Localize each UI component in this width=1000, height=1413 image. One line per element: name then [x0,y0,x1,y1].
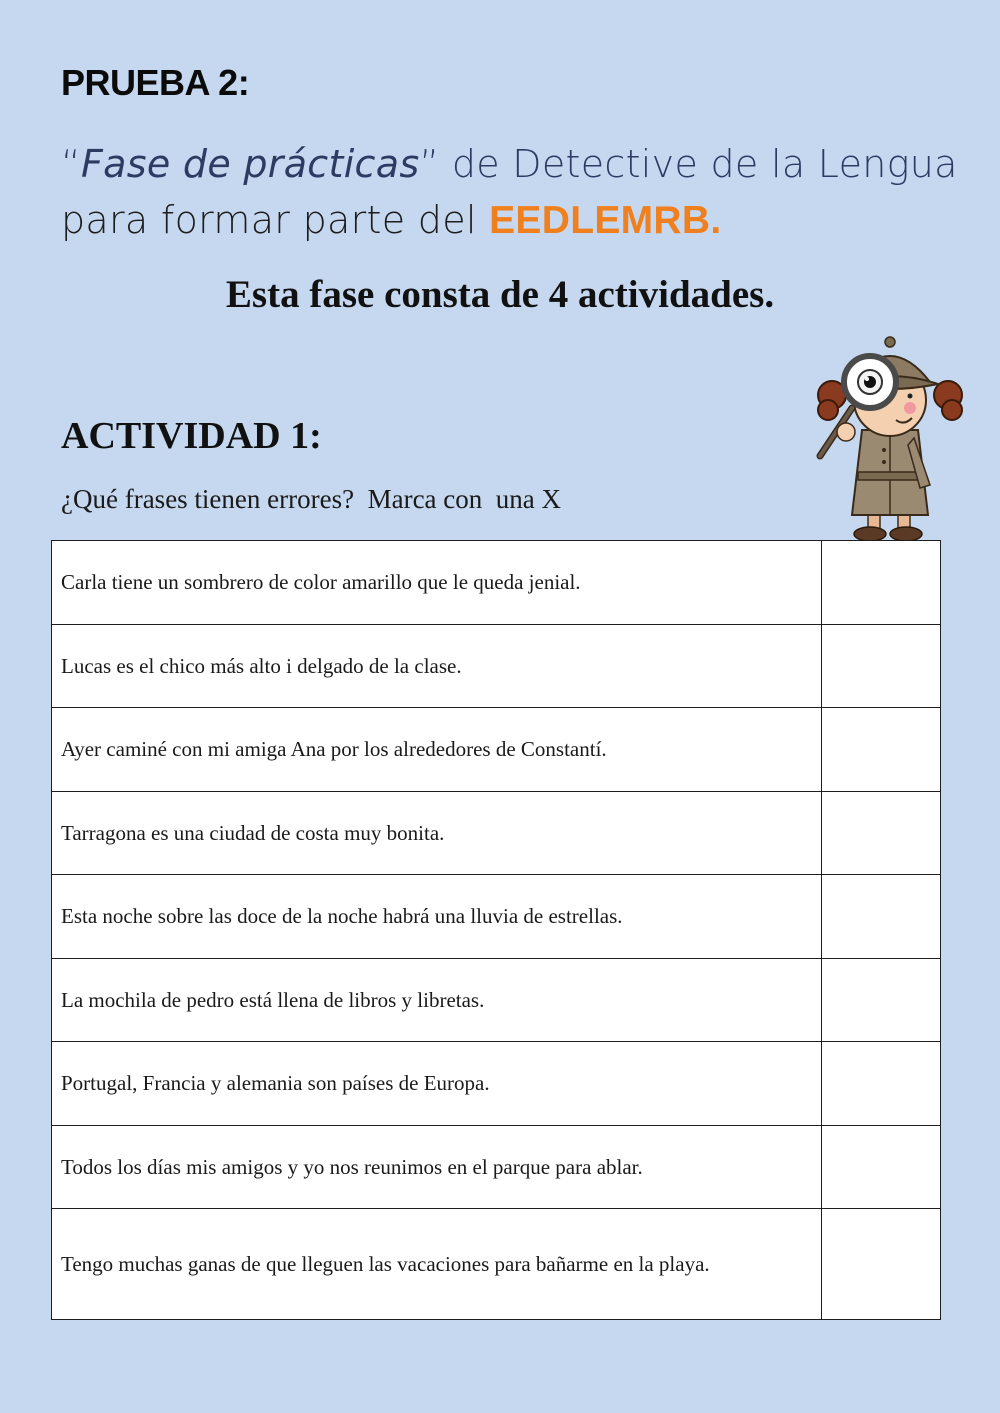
sentence-text: Tengo muchas ganas de que lleguen las vacaciones para bañarme en la playa. [52,1209,822,1320]
table-row [52,624,941,708]
mark-box[interactable] [821,1042,940,1126]
mark-box[interactable] [821,624,940,708]
subtitle [61,136,961,249]
table-row [52,875,941,959]
subtitle-highlight: EEDLEMRB. [489,199,722,242]
page-heading: PRUEBA 2: [61,62,250,103]
table-row [52,541,941,625]
mark-box[interactable] [821,958,940,1042]
sentence-text: Portugal, Francia y alemania son países de Europa. [52,1042,822,1126]
sentence-text: La mochila de pedro está llena de libros y libretas. [52,958,822,1042]
open-quote: “ [61,142,81,186]
subtitle-mid: de Detective de la Lengua [439,142,958,186]
mark-box[interactable] [821,1209,940,1320]
detective-girl-magnifying-glass-icon [810,320,970,542]
sentences-table [51,540,941,1320]
mark-box[interactable] [821,541,940,625]
sentence-text: Carla tiene un sombrero de color amarillo que le queda jenial. [52,541,822,625]
mark-box[interactable] [821,708,940,792]
subtitle-italic: Fase de prácticas [81,142,420,186]
table-row [52,1125,941,1209]
mark-box[interactable] [821,875,940,959]
sentence-text: Todos los días mis amigos y yo nos reunimos en el parque para ablar. [52,1125,822,1209]
mark-box[interactable] [821,791,940,875]
sentence-text: Ayer caminé con mi amiga Ana por los alrededores de Constantí. [52,708,822,792]
sentence-text: Esta noche sobre las doce de la noche habrá una lluvia de estrellas. [52,875,822,959]
table-row [52,791,941,875]
table-row [52,708,941,792]
activity-question: ¿Qué frases tienen errores? Marca con una X [61,484,562,514]
sentence-text: Tarragona es una ciudad de costa muy bonita. [52,791,822,875]
fase-info: Esta fase consta de 4 actividades. [225,273,775,316]
table-row [52,958,941,1042]
table-row [52,1209,941,1320]
subtitle-dark: para formar parte del [61,198,490,242]
table-row [52,1042,941,1126]
sentence-text: Lucas es el chico más alto i delgado de la clase. [52,624,822,708]
close-quote: ” [419,142,440,186]
mark-box[interactable] [821,1125,940,1209]
activity-title: ACTIVIDAD 1: [61,415,322,457]
